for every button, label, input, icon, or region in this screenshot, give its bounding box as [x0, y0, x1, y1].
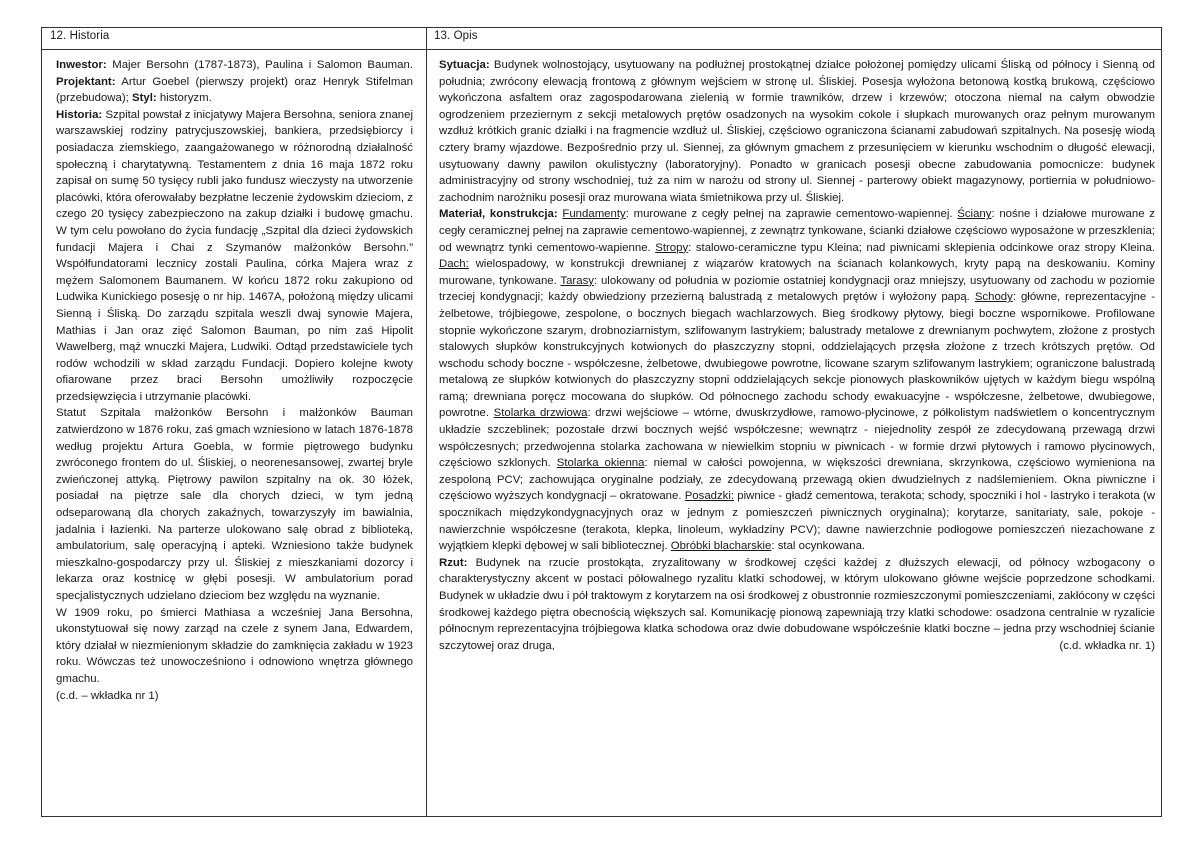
foundations-text: : murowane z cegły pełnej na zaprawie cementowo-wapiennej. — [625, 208, 958, 221]
material-label: Materiał, konstrukcja: — [439, 208, 558, 221]
floors-term: Posadzki: — [684, 490, 735, 503]
plan-label: Rzut: — [439, 556, 468, 569]
ceilings-term: Stropy — [655, 241, 689, 254]
style-label: Styl: — [131, 92, 157, 105]
situation-paragraph — [439, 57, 1155, 206]
plan-text: Budynek na rzucie prostokąta, zryzalitowany w środkowej części każdej z dłuższych elewacji, od północy wzbogacony o charakterystyczny akcent w postaci półowalnego ryzalitu klatki schodowej, w którym ulokowano główne wejście poprzedzone schodkami. Budynek w układzie dwu i pół traktowym z korytarzem na osi środkowej z obustronnie rozmieszczonymi pomieszczeniami, zakłócony w części środkowej każdego piętra obecnością większych sal. Komunikację pionową zapewniają trzy klatki schodowe: osadzona centralnie w ryzalicie północnym reprezentacyjna trójbiegowa klatka schodowa oraz dwie dobudowane współcześnie klatki boczne – jedna przy wschodniej ścianie szczytowej oraz druga, — [439, 556, 1155, 652]
history-continuation-note: (c.d. – wkładka nr 1) — [56, 689, 159, 702]
description-heading: 13. Opis — [434, 30, 478, 42]
floors-text: piwnice - gładź cementowa, terakota; schody, spoczniki i hol - lastryko i terakota (w spocznikach międzykondygnacyjnych oraz w jednym z pomieszczeń piwnicznych oryginalna); korytarze, sanitariaty, sale, pokoje - nawierzchnie współczesne (terakota, klepka, linoleum, wykładziny PCV); dawne nawierzchnie podłogowe pomieszczeń niezachowane z wyjątkiem klepki dębowej w sali bibliotecznej. — [439, 490, 1155, 553]
windows-term: Stolarka okienna — [556, 457, 645, 470]
doors-text: : drzwi wejściowe – wtórne, dwuskrzydłowe, ramowo-płycinowe, z półkolistym nadświetlem o koncentrycznym układzie szczeblinek; pozostałe drzwi bocznych wejść współczesne; wewnątrz - niejednolity zespół ze zdecydowaną przewagą drzwi współczesnych; przedwojenna stolarka zachowana w niewielkim stopniu w piwnicach - w formie drzwi płytowych i ramowo płycinowych, częściowo szklonych. — [439, 407, 1155, 470]
designer-text: Artur Goebel (pierwszy projekt) oraz Henryk Stifelman (przebudowa); — [56, 75, 413, 105]
sheet-metal-text: : stal ocynkowana. — [771, 540, 866, 553]
sheet-metal-term: Obróbki blacharskie — [670, 540, 772, 553]
roof-term: Dach: — [439, 258, 469, 271]
history-paragraph-1 — [56, 107, 413, 406]
material-paragraph — [439, 206, 1155, 554]
roof-text: wielospadowy, w konstrukcji drewnianej z wiązarów kratowych na ścianach kolankowych, kryty papą na deskowaniu. Kominy murowane, tynkowane. — [439, 258, 1155, 287]
investor-paragraph — [56, 57, 413, 107]
doors-term: Stolarka drzwiowa — [493, 407, 588, 420]
investor-label: Inwestor: — [56, 59, 107, 71]
description-continuation-note: (c.d. wkładka nr. 1) — [1059, 639, 1155, 652]
windows-text: : niemal w całości powojenna, w większości drewniana, skrzynkowa, częściowo wymieniona na zespoloną PCV; zachowująca oryginalne podziały, ze zdecydowaną przewagą okien dwudzielnych z nadślemieniem. Okna piwniczne i częściowo wyższych kondygnacji – okratowane. — [439, 457, 1155, 503]
walls-term: Ściany — [957, 208, 992, 221]
plan-paragraph — [439, 555, 1155, 655]
terraces-text: : ulokowany od południa w poziomie ostatniej kondygnacji oraz mniejszy, usytuowany od zachodu w poziomie trzeciej kondygnacji; każdy obwiedziony przezierną balustradą z metalowych prętów i wyłożony papą. — [439, 274, 1156, 304]
ceilings-text: : stalowo-ceramiczne typu Kleina; nad piwnicami sklepienia odcinkowe oraz stropy Kleina. — [688, 241, 1155, 254]
stairs-text: : główne, reprezentacyjne - żelbetowe, trójbiegowe, zespolone, o bocznych biegach wachlarzowych. Bieg środkowy płytowy, biegi boczne wspornikowe. Profilowane stopnie wykończone szarym, drobnoziarnistym, szlifowanym lastrykiem; balustrady metalowe z drewnianym pochwytem, złożone z prostych stalowych słupków konstrukcyjnych kotwionych do płaszczyzny stopni, oddzielających przęsła złożone z trzech krótszych prętów. Od wschodu schody boczne - współczesne, żelbetowe, dwubiegowe powrotne, licowane szarym szlifowanym lastrykiem; ograniczone balustradą metalową ze słupków kotwionych do płaszczyzny stopni oddzielających sekcje pionowych płaskowników ujętych w każdym biegu wspólną ramą; drewniana poręcz mocowana do słupków. Od północnego zachodu schody ewakuacyjne - współczesne, żelbetowe, dwubiegowe, powrotne. — [439, 291, 1155, 420]
header-rule — [41, 49, 1162, 50]
description-column — [439, 57, 1155, 654]
designer-label: Projektant: — [56, 75, 116, 88]
walls-text: : nośne i działowe murowane z cegły ceramicznej pełnej na zaprawie cementowo-wapiennej, z zewnątrz tynkowane, ścianki działowe częściowo wyposażone w przeszklenia; od wewnątrz tynki cementowo-wapienne. — [439, 208, 1155, 254]
investor-text: Majer Bersohn (1787-1873), Paulina i Salomon Bauman. — [106, 59, 413, 71]
situation-text: Budynek wolnostojący, usytuowany na podłużnej prostokątnej działce położonej pomiędzy ulicami Śliską od północy i Sienną od południa; zwrócony elewacją frontową z głównym wejściem w stronę ul. Śliskiej. Posesja wyłożona betonową kostką brukową, częściowo wykończona asfaltem oraz zagospodarowana zielenią w formie trawników, drzew i krzewów; otoczona niemal na całym obwodzie ogrodzeniem przeziernym z sekcji metalowych prętów osadzonych na wysokim cokole i słupkach murowanych oraz pełnym murowanym wzdłuż krótkich granic działki i na fragmencie wzdłuż ul. Śliskiej, częściowo ograniczona ścianami zabudowań szpitalnych. Na posesję wiodą cztery bramy wjazdowe. Bezpośrednio przy ul. Siennej, za głównym gmachem z przesunięciem w kierunku wschodnim o długość elewacji, usytuowany dawny pawilon okulistyczny (laboratoryjny). Ponadto w granicach posesji obecne zabudowania pomocnicze: budynek administracyjny od strony wschodniej, tuż za nim w narożu od strony ul. Siennej - parterowy obiekt magazynowy, portiernia w południowo-zachodnim narożniku posesji oraz murowana wiata śmietnikowa przy ul. Śliskiej. — [439, 59, 1155, 204]
history-paragraph-2: Statut Szpitala małżonków Bersohn i małżonków Bauman zatwierdzono w 1876 roku, zaś gmach wzniesiono w latach 1876-1878 według projektu Artura Goebla, w formie piętrowego budynku zwróconego frontem do ul. Śliskiej, o neorenesansowej, zwartej bryle zwieńczonej attyką. Piętrowy pawilon szpitalny na ok. 30 łóżek, posiadał na piętrze sale dla chorych dzieci, w tym jedną odseparowaną dla chorych zakaźnych, towarzyszyły im bawialnia, jadalnia i łazienki. Na parterze ulokowano salę obrad z biblioteką, ambulatorium, salę operacyjną i apteki. Wzniesiono także budynek mieszkalno-gospodarczy przy ul. Śliskiej z mieszkaniami dozorcy i lekarza oraz kostnicę w głębi posesji. W ambulatorium porad specjalistycznych udzielano dzieciom bez względu na wyznanie. — [56, 407, 413, 602]
history-text-1: Szpital powstał z inicjatywy Majera Bersohna, seniora znanej warszawskiej rodziny patrycjuszowskiej, bankiera, przedsiębiorcy i posiadacza ziemskiego, zaangażowanego w różnorodną działalność społeczną i charytatywną. Testamentem z dnia 16 maja 1872 roku zapisał on sumę 50 tysięcy rubli jako fundusz wieczysty na utworzenie placówki, która oferowałaby bezpłatne leczenie żydowskim dzieciom, z czego 20 tysięcy zabezpieczono na zakup działki i budowę gmachu. W tym celu powołano do życia fundację „Szpital dla dzieci żydowskich fundacji Majera i Chai z Szymanów małżonków Bersohn.” Współfundatorami lecznicy zostali Paulina, córka Majera wraz z mężem Salomonem Baumanem. W końcu 1872 roku zakupiono od Ludwika Kunickiego posesję o nr hip. 1467A, położoną między ulicami Sienną i Śliską. Do zarządu szpitala weszli dwaj synowie Majera, Mathias i Jan oraz zięć Salomon Bauman, po nim zaś Hipolit Wawelberg, mąż wnuczki Majera, Ludwiki. Odtąd przedstawiciele tych rodów wchodzili w skład zarządu Fundacji. Dopiero kolejne kwoty ofiarowane przez braci Bersohn umożliwiły rozpoczęcie przedsięwzięcia i utrzymanie placówki. — [56, 108, 413, 403]
stairs-term: Schody — [974, 291, 1013, 304]
foundations-term: Fundamenty — [562, 208, 626, 221]
history-heading: 12. Historia — [50, 30, 110, 42]
situation-label: Sytuacja: — [439, 59, 490, 71]
history-column — [56, 57, 413, 704]
history-paragraph-3: W 1909 roku, po śmierci Mathiasa a wcześniej Jana Bersohna, ukonstytuował się nowy zarząd na czele z synem Jana, Edwardem, który działał w niezmienionym składzie do zamknięcia zakładu w 1923 roku. Wówczas też unowocześniono i odnowiono wnętrza głównego gmachu. — [56, 606, 413, 685]
terraces-term: Tarasy — [560, 274, 594, 287]
style-text: historyzm. — [156, 92, 212, 105]
history-label: Historia: — [56, 108, 103, 121]
